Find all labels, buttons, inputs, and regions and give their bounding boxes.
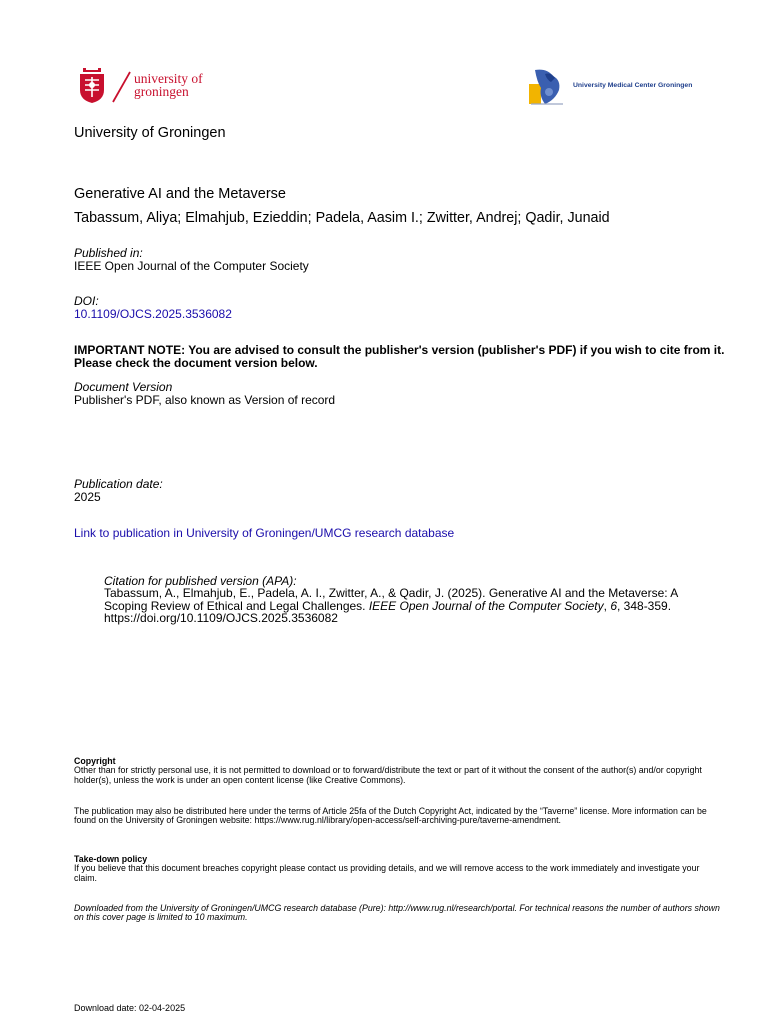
document-version-label: Document Version (74, 380, 173, 394)
umcg-emblem-icon (527, 66, 567, 108)
copyright-text: Other than for strictly personal use, it is not permitted to download or to forward/distribute the text or part of it without the consent of the author(s) and/or copyright holder(s), unless the work is under an open content license (like Creative Commons). (74, 765, 702, 785)
takedown-text: If you believe that this document breaches copyright please contact us providing details, and we will remove access to the work immediately and investigate your claim. (74, 863, 700, 883)
institution-name: University of Groningen (74, 125, 226, 141)
doi-label: DOI: (74, 294, 99, 308)
takedown-heading: Take-down policy (74, 854, 148, 864)
rug-wordmark-line2: groningen (134, 84, 189, 99)
taverne-text: The publication may also be distributed here under the terms of Article 25fa of the Dutch Copyright Act, indicated by the “Taverne” license. More information can be found on the University of Groningen website: https://www.rug.nl/library/open-access/self-archiving-pure/taverne-amendment. (74, 806, 707, 826)
downloaded-note: Downloaded from the University of Groningen/UMCG research database (Pure): http://www.rug.nl/research/portal. For technical reasons the number of authors shown on this cover page is limited to 10 maximum. (74, 903, 720, 923)
rug-logo (78, 66, 228, 110)
umcg-name: University Medical Center Groningen (573, 82, 693, 89)
important-note: IMPORTANT NOTE: You are advised to consult the publisher's version (publisher's PDF) if you wish to cite from it. Please check the document version below. (74, 343, 725, 370)
document-title: Generative AI and the Metaverse (74, 186, 286, 202)
citation-sep: , (603, 598, 611, 613)
citation-volume: 6 (610, 598, 617, 613)
database-link[interactable]: Link to publication in University of Groningen/UMCG research database (74, 526, 455, 540)
copyright-section (74, 757, 724, 785)
publication-date-label: Publication date: (74, 477, 163, 491)
authors: Tabassum, Aliya; Elmahjub, Ezieddin; Padela, Aasim I.; Zwitter, Andrej; Qadir, Junaid (74, 210, 610, 226)
citation-journal: IEEE Open Journal of the Computer Society (368, 598, 604, 613)
doi-link[interactable]: 10.1109/OJCS.2025.3536082 (74, 307, 232, 321)
citation-main: Tabassum, A., Elmahjub, E., Padela, A. I., Zwitter, A., & Qadir, J. (2025). Generative AI and the Metaverse: A Scoping Review of Ethical and Legal Challenges. (104, 586, 678, 613)
publication-date-value: 2025 (74, 490, 101, 504)
rug-crest-icon (78, 66, 106, 104)
rug-wordmark-line1: university of (134, 71, 203, 86)
published-in-value: IEEE Open Journal of the Computer Society (74, 259, 309, 273)
citation-label: Citation for published version (APA): (104, 574, 297, 588)
published-in-label: Published in: (74, 246, 143, 260)
rug-wordmark (134, 72, 203, 98)
citation-text (104, 587, 714, 625)
document-version-value: Publisher's PDF, also known as Version of record (74, 393, 336, 407)
copyright-heading: Copyright (74, 756, 116, 766)
divider-slash (110, 70, 132, 104)
download-date: Download date: 02-04-2025 (74, 1003, 186, 1013)
umcg-logo (527, 66, 697, 110)
takedown-section (74, 855, 724, 883)
citation-pages: , 348-359. https://doi.org/10.1109/OJCS.2025.3536082 (104, 598, 672, 626)
